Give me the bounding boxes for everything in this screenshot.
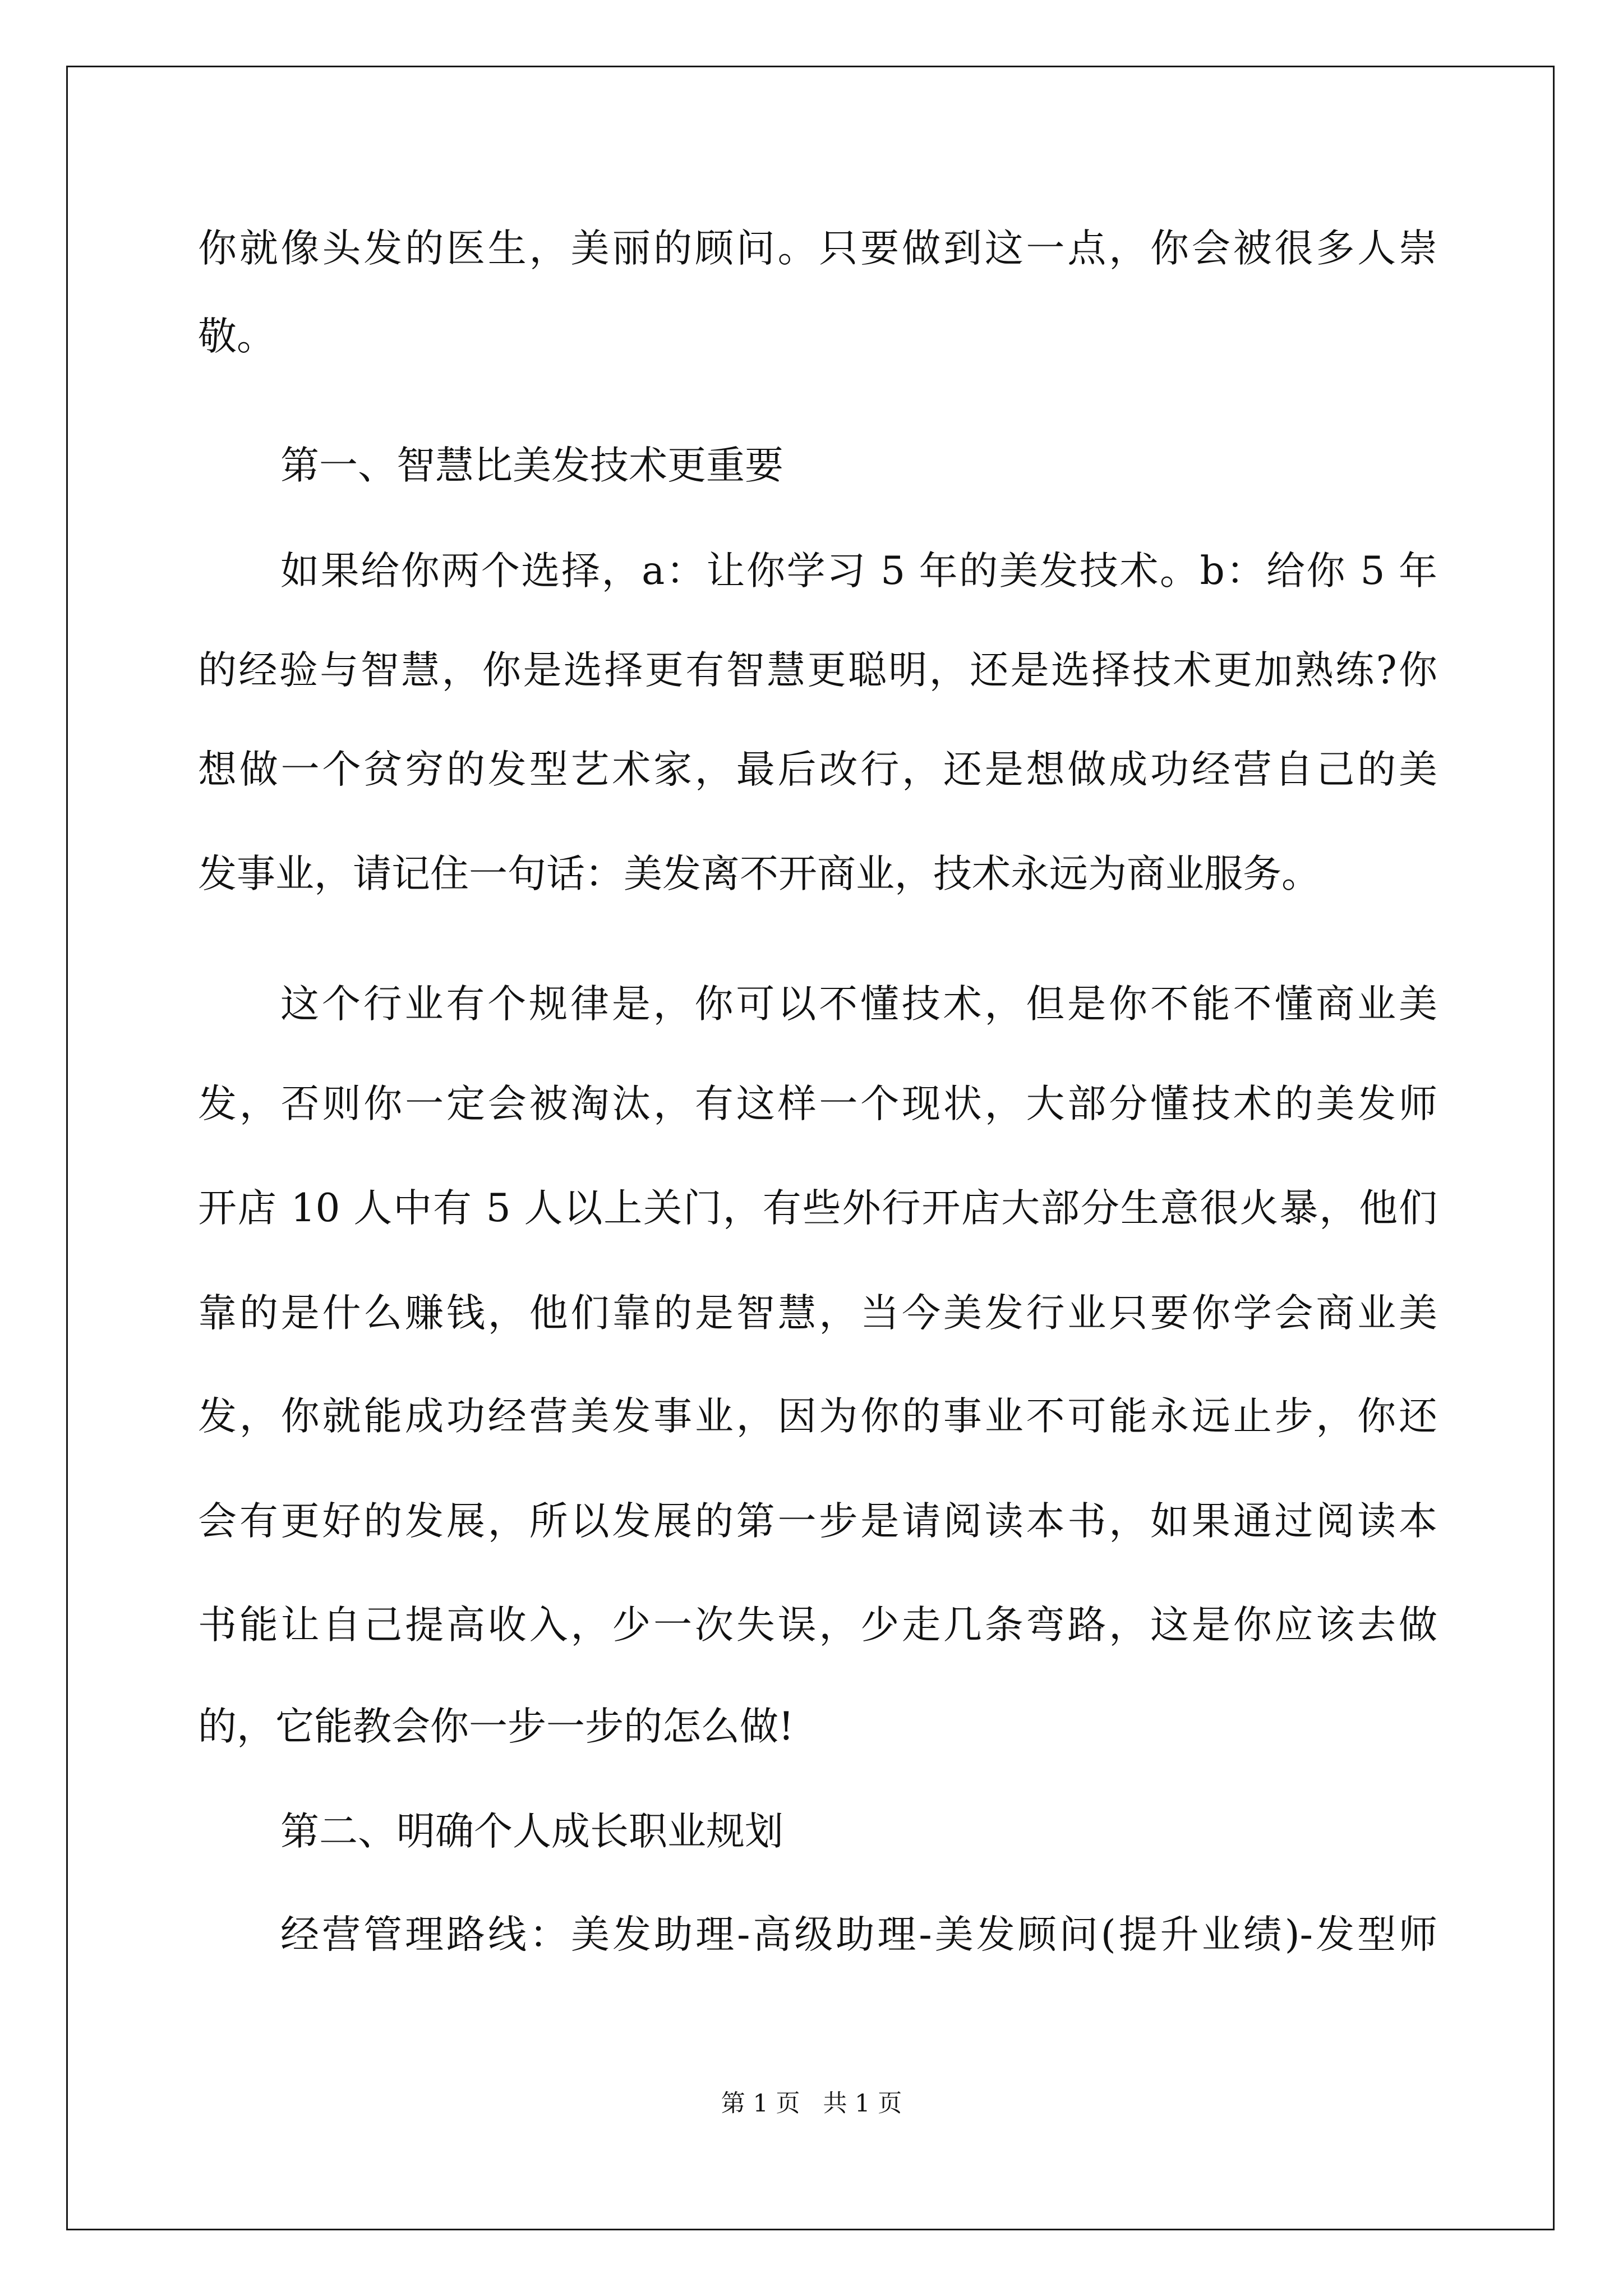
body-line-14: 书能让自己提高收入，少一次失误，少走几条弯路，这是你应该去做 — [198, 1603, 1437, 1648]
body-line-8: 这个行业有个规律是，你可以不懂技术，但是你不能不懂商业美 — [280, 982, 1437, 1027]
body-line-9: 发，否则你一定会被淘汰，有这样一个现状，大部分懂技术的美发师 — [198, 1082, 1437, 1126]
body-line-4: 如果给你两个选择，a：让你学习 5 年的美发技术。b：给你 5 年 — [280, 549, 1437, 593]
body-line-11: 靠的是什么赚钱，他们靠的是智慧，当今美发行业只要你学会商业美 — [198, 1291, 1437, 1336]
page-number-footer: 第 1 页 共 1 页 — [721, 2090, 902, 2118]
body-line-15: 的，它能教会你一步一步的怎么做! — [198, 1704, 794, 1749]
section-heading-2: 第二、明确个人成长职业规划 — [280, 1809, 783, 1854]
body-line-1: 你就像头发的医生，美丽的顾问。只要做到这一点，你会被很多人崇 — [198, 226, 1437, 271]
section-heading-1: 第一、智慧比美发技术更重要 — [280, 443, 783, 488]
body-line-10: 开店 10 人中有 5 人以上关门，有些外行开店大部分生意很火暴，他们 — [198, 1186, 1437, 1231]
body-line-7: 发事业，请记住一句话：美发离不开商业，技术永远为商业服务。 — [198, 852, 1320, 896]
body-line-6: 想做一个贫穷的发型艺术家，最后改行，还是想做成功经营自己的美 — [198, 747, 1437, 792]
body-line-12: 发，你就能成功经营美发事业，因为你的事业不可能永远止步，你还 — [198, 1394, 1437, 1439]
body-line-17: 经营管理路线：美发助理-高级助理-美发顾问(提升业绩)-发型师 — [280, 1912, 1437, 1957]
body-line-13: 会有更好的发展，所以发展的第一步是请阅读本书，如果通过阅读本 — [198, 1499, 1437, 1544]
body-line-2: 敬。 — [198, 314, 275, 359]
body-line-5: 的经验与智慧，你是选择更有智慧更聪明，还是选择技术更加熟练?你 — [198, 648, 1437, 693]
page-border — [66, 66, 1555, 2230]
